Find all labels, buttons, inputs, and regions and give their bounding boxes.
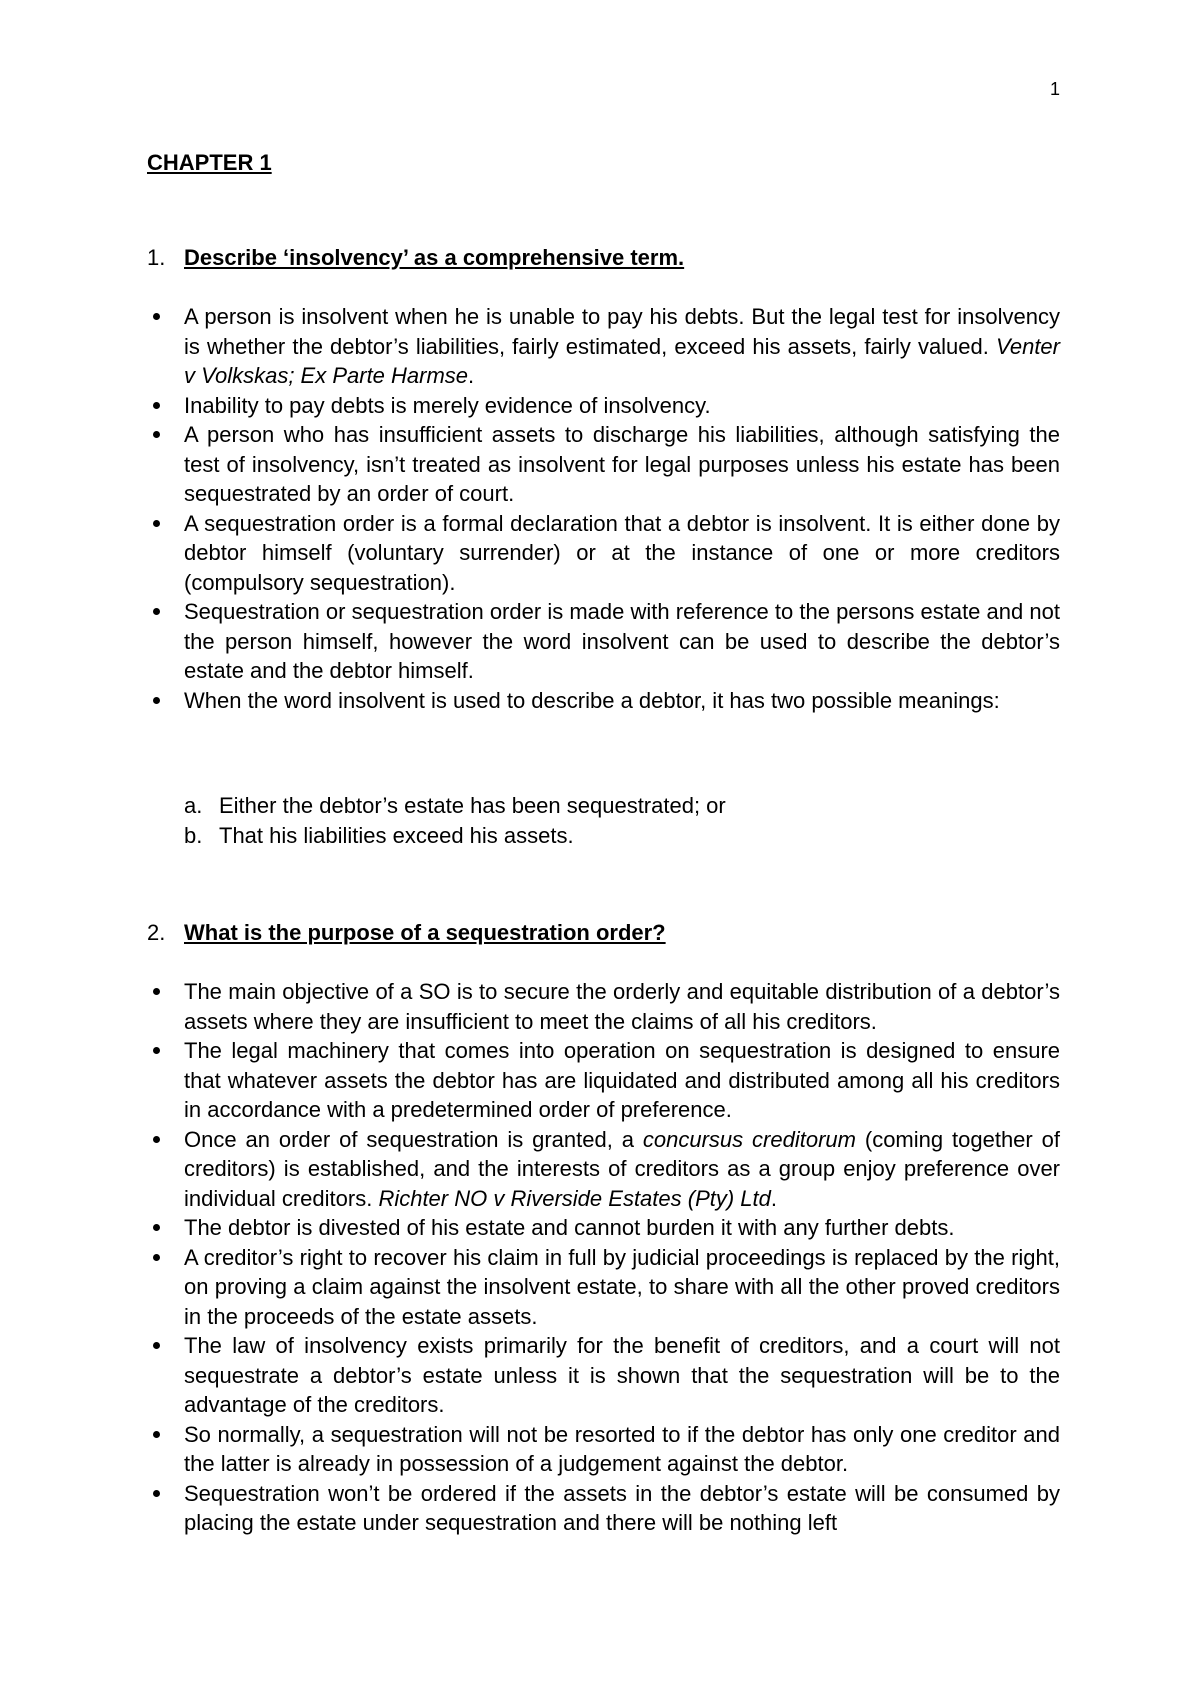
sub-item [184,821,726,851]
question-number: 1. [147,245,166,270]
answer-list-1 [147,302,1060,715]
bullet-item: Sequestration or sequestration order is made with reference to the persons estate and not the person himself, however the word insolvent can be used to describe the debtor’s estate and the debtor himself. [147,597,1060,686]
sub-item-letter: b. [184,822,203,848]
answer-list-2 [147,977,1060,1538]
bullet-item: The law of insolvency exists primarily for the benefit of creditors, and a court will not sequestrate a debtor’s estate unless it is shown that the sequestration will be to the advantage of the creditors. [147,1331,1060,1420]
bullet-item: A creditor’s right to recover his claim in full by judicial proceedings is replaced by the right, on proving a claim against the insolvent estate, to share with all the other proved creditors in the proceeds of the estate assets. [147,1243,1060,1332]
question-2 [147,918,666,948]
bullet-item: A person is insolvent when he is unable to pay his debts. But the legal test for insolvency is whether the debtor’s liabilities, fairly estimated, exceed his assets, fairly valued. Venter v Volkskas; Ex Parte Harmse. [147,302,1060,391]
case-citation: Richter NO v Riverside Estates (Pty) Ltd [378,1185,771,1211]
chapter-heading: CHAPTER 1 [147,150,272,175]
bullet-item: The debtor is divested of his estate and cannot burden it with any further debts. [147,1213,1060,1243]
bullet-item: When the word insolvent is used to describe a debtor, it has two possible meanings: [147,686,1060,716]
bullet-item: A sequestration order is a formal declaration that a debtor is insolvent. It is either done by debtor himself (voluntary surrender) or at the instance of one or more creditors (compulsory sequestration). [147,509,1060,598]
bullet-item: The main objective of a SO is to secure the orderly and equitable distribution of a debtor’s assets where they are insufficient to meet the claims of all his creditors. [147,977,1060,1036]
bullet-item: A person who has insufficient assets to discharge his liabilities, although satisfying the test of insolvency, isn’t treated as insolvent for legal purposes unless his estate has been sequestrated by an order of court. [147,420,1060,509]
latin-term: concursus creditorum [642,1126,856,1152]
bullet-item: The legal machinery that comes into operation on sequestration is designed to ensure that whatever assets the debtor has are liquidated and distributed among all his creditors in accordance with a predetermined order of preference. [147,1036,1060,1125]
bullet-item: So normally, a sequestration will not be resorted to if the debtor has only one creditor and the latter is already in possession of a judgement against the debtor. [147,1420,1060,1479]
sub-item [184,791,726,821]
bullet-item: Once an order of sequestration is granted, a concursus creditorum (coming together of creditors) is established, and the interests of creditors as a group enjoy preference over individual creditors. Richter NO v Riverside Estates (Pty) Ltd. [147,1125,1060,1214]
bullet-item: Inability to pay debts is merely evidence of insolvency. [147,391,1060,421]
sub-item-letter: a. [184,793,203,818]
sub-item-text: That his liabilities exceed his assets. [219,822,574,848]
question-1 [147,243,684,273]
question-number: 2. [147,920,166,945]
question-text: What is the purpose of a sequestration order? [184,920,666,945]
bullet-item: Sequestration won’t be ordered if the assets in the debtor’s estate will be consumed by placing the estate under sequestration and there will be nothing left [147,1479,1060,1538]
question-text: Describe ‘insolvency’ as a comprehensive term. [184,245,685,270]
page-number: 1 [1050,79,1061,99]
case-citation: Venter v Volkskas; Ex Parte Harmse [184,333,1060,388]
sub-item-text: Either the debtor’s estate has been sequestrated; or [219,793,726,818]
meanings-list [184,791,726,850]
